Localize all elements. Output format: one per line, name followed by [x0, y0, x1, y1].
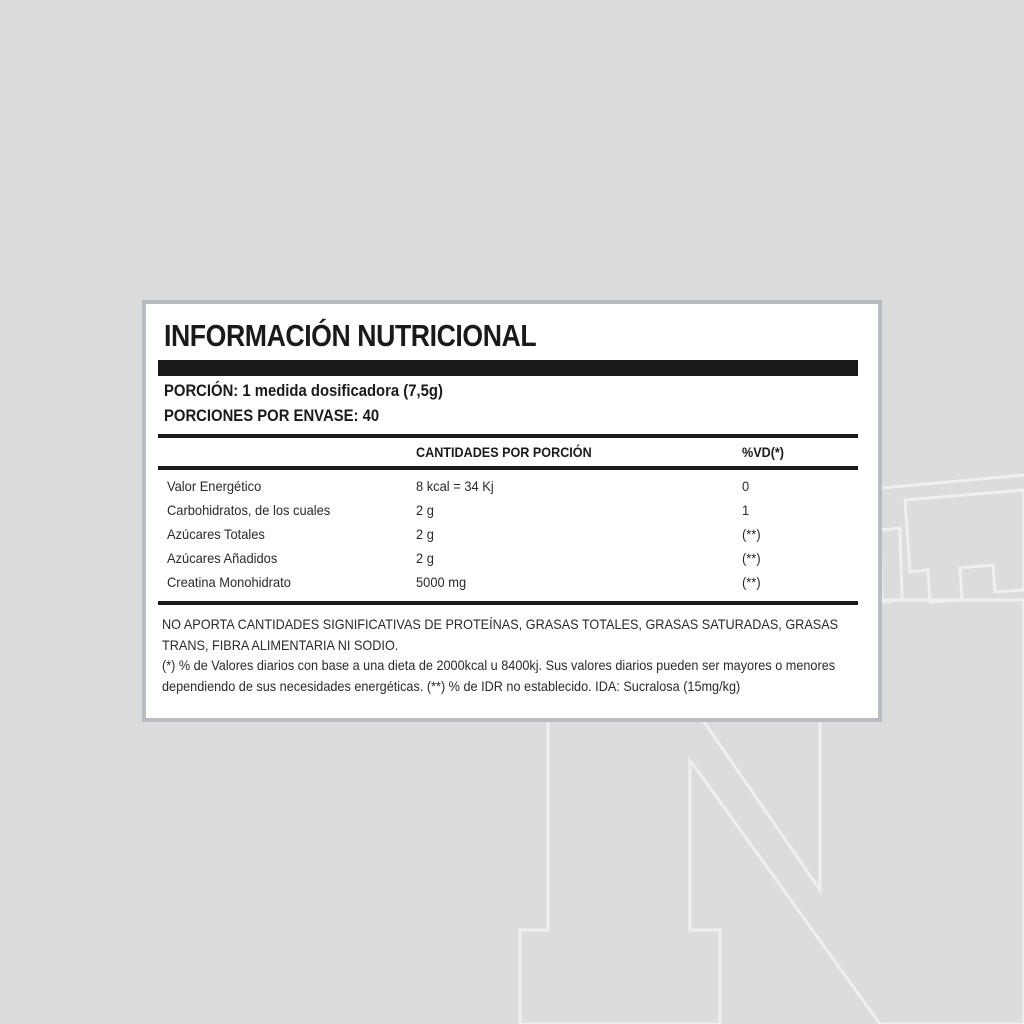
- footnotes: [162, 614, 859, 696]
- table-row: [158, 474, 858, 498]
- table-row: [158, 546, 858, 570]
- header-top-rule: [158, 434, 858, 438]
- nutrient-dv: 0: [742, 478, 750, 494]
- footnote-insignificant: NO APORTA CANTIDADES SIGNIFICATIVAS DE PROTEÍNAS, GRASAS TOTALES, GRASAS SATURADAS, GRASAS TRANS, FIBRA ALIMENTARIA NI SODIO.: [162, 616, 839, 653]
- nutrient-name: Azúcares Totales: [167, 526, 265, 542]
- table-row: [158, 522, 858, 546]
- nutrient-amount: 2 g: [416, 502, 434, 518]
- nutrient-name: Carbohidratos, de los cuales: [167, 502, 331, 518]
- label-title: INFORMACIÓN NUTRICIONAL: [164, 318, 537, 353]
- title-bar: [158, 360, 858, 376]
- nutrient-dv: (**): [742, 526, 761, 542]
- column-header-dv: %VD(*): [742, 444, 785, 460]
- table-row: [158, 498, 858, 522]
- column-header-amount: CANTIDADES POR PORCIÓN: [416, 444, 592, 460]
- footnote-daily-values: (*) % de Valores diarios con base a una dieta de 2000kcal u 8400kj. Sus valores diarios pueden ser mayores o menores dependiendo de sus necesidades energéticas. (**) % de IDR no establecido. IDA: Sucralosa (15mg/kg): [162, 657, 836, 694]
- nutrition-facts-panel: [142, 300, 882, 722]
- nutrient-amount: 5000 mg: [416, 574, 467, 590]
- nutrient-amount: 2 g: [416, 526, 434, 542]
- nutrient-amount: 2 g: [416, 550, 434, 566]
- nutrient-dv: (**): [742, 574, 761, 590]
- nutrient-name: Azúcares Añadidos: [167, 550, 278, 566]
- nutrient-name: Creatina Monohidrato: [167, 574, 291, 590]
- nutrient-dv: (**): [742, 550, 761, 566]
- nutrient-name: Valor Energético: [167, 478, 262, 494]
- serving-size: PORCIÓN: 1 medida dosificadora (7,5g): [164, 382, 443, 400]
- nutrient-amount: 8 kcal = 34 Kj: [416, 478, 494, 494]
- header-bottom-rule: [158, 466, 858, 470]
- table-bottom-rule: [158, 601, 858, 605]
- servings-per-container: PORCIONES POR ENVASE: 40: [164, 407, 380, 425]
- table-row: [158, 570, 858, 594]
- watermark-letter-i: [880, 528, 902, 602]
- watermark-letter-t: [905, 490, 1024, 602]
- nutrient-dv: 1: [742, 502, 750, 518]
